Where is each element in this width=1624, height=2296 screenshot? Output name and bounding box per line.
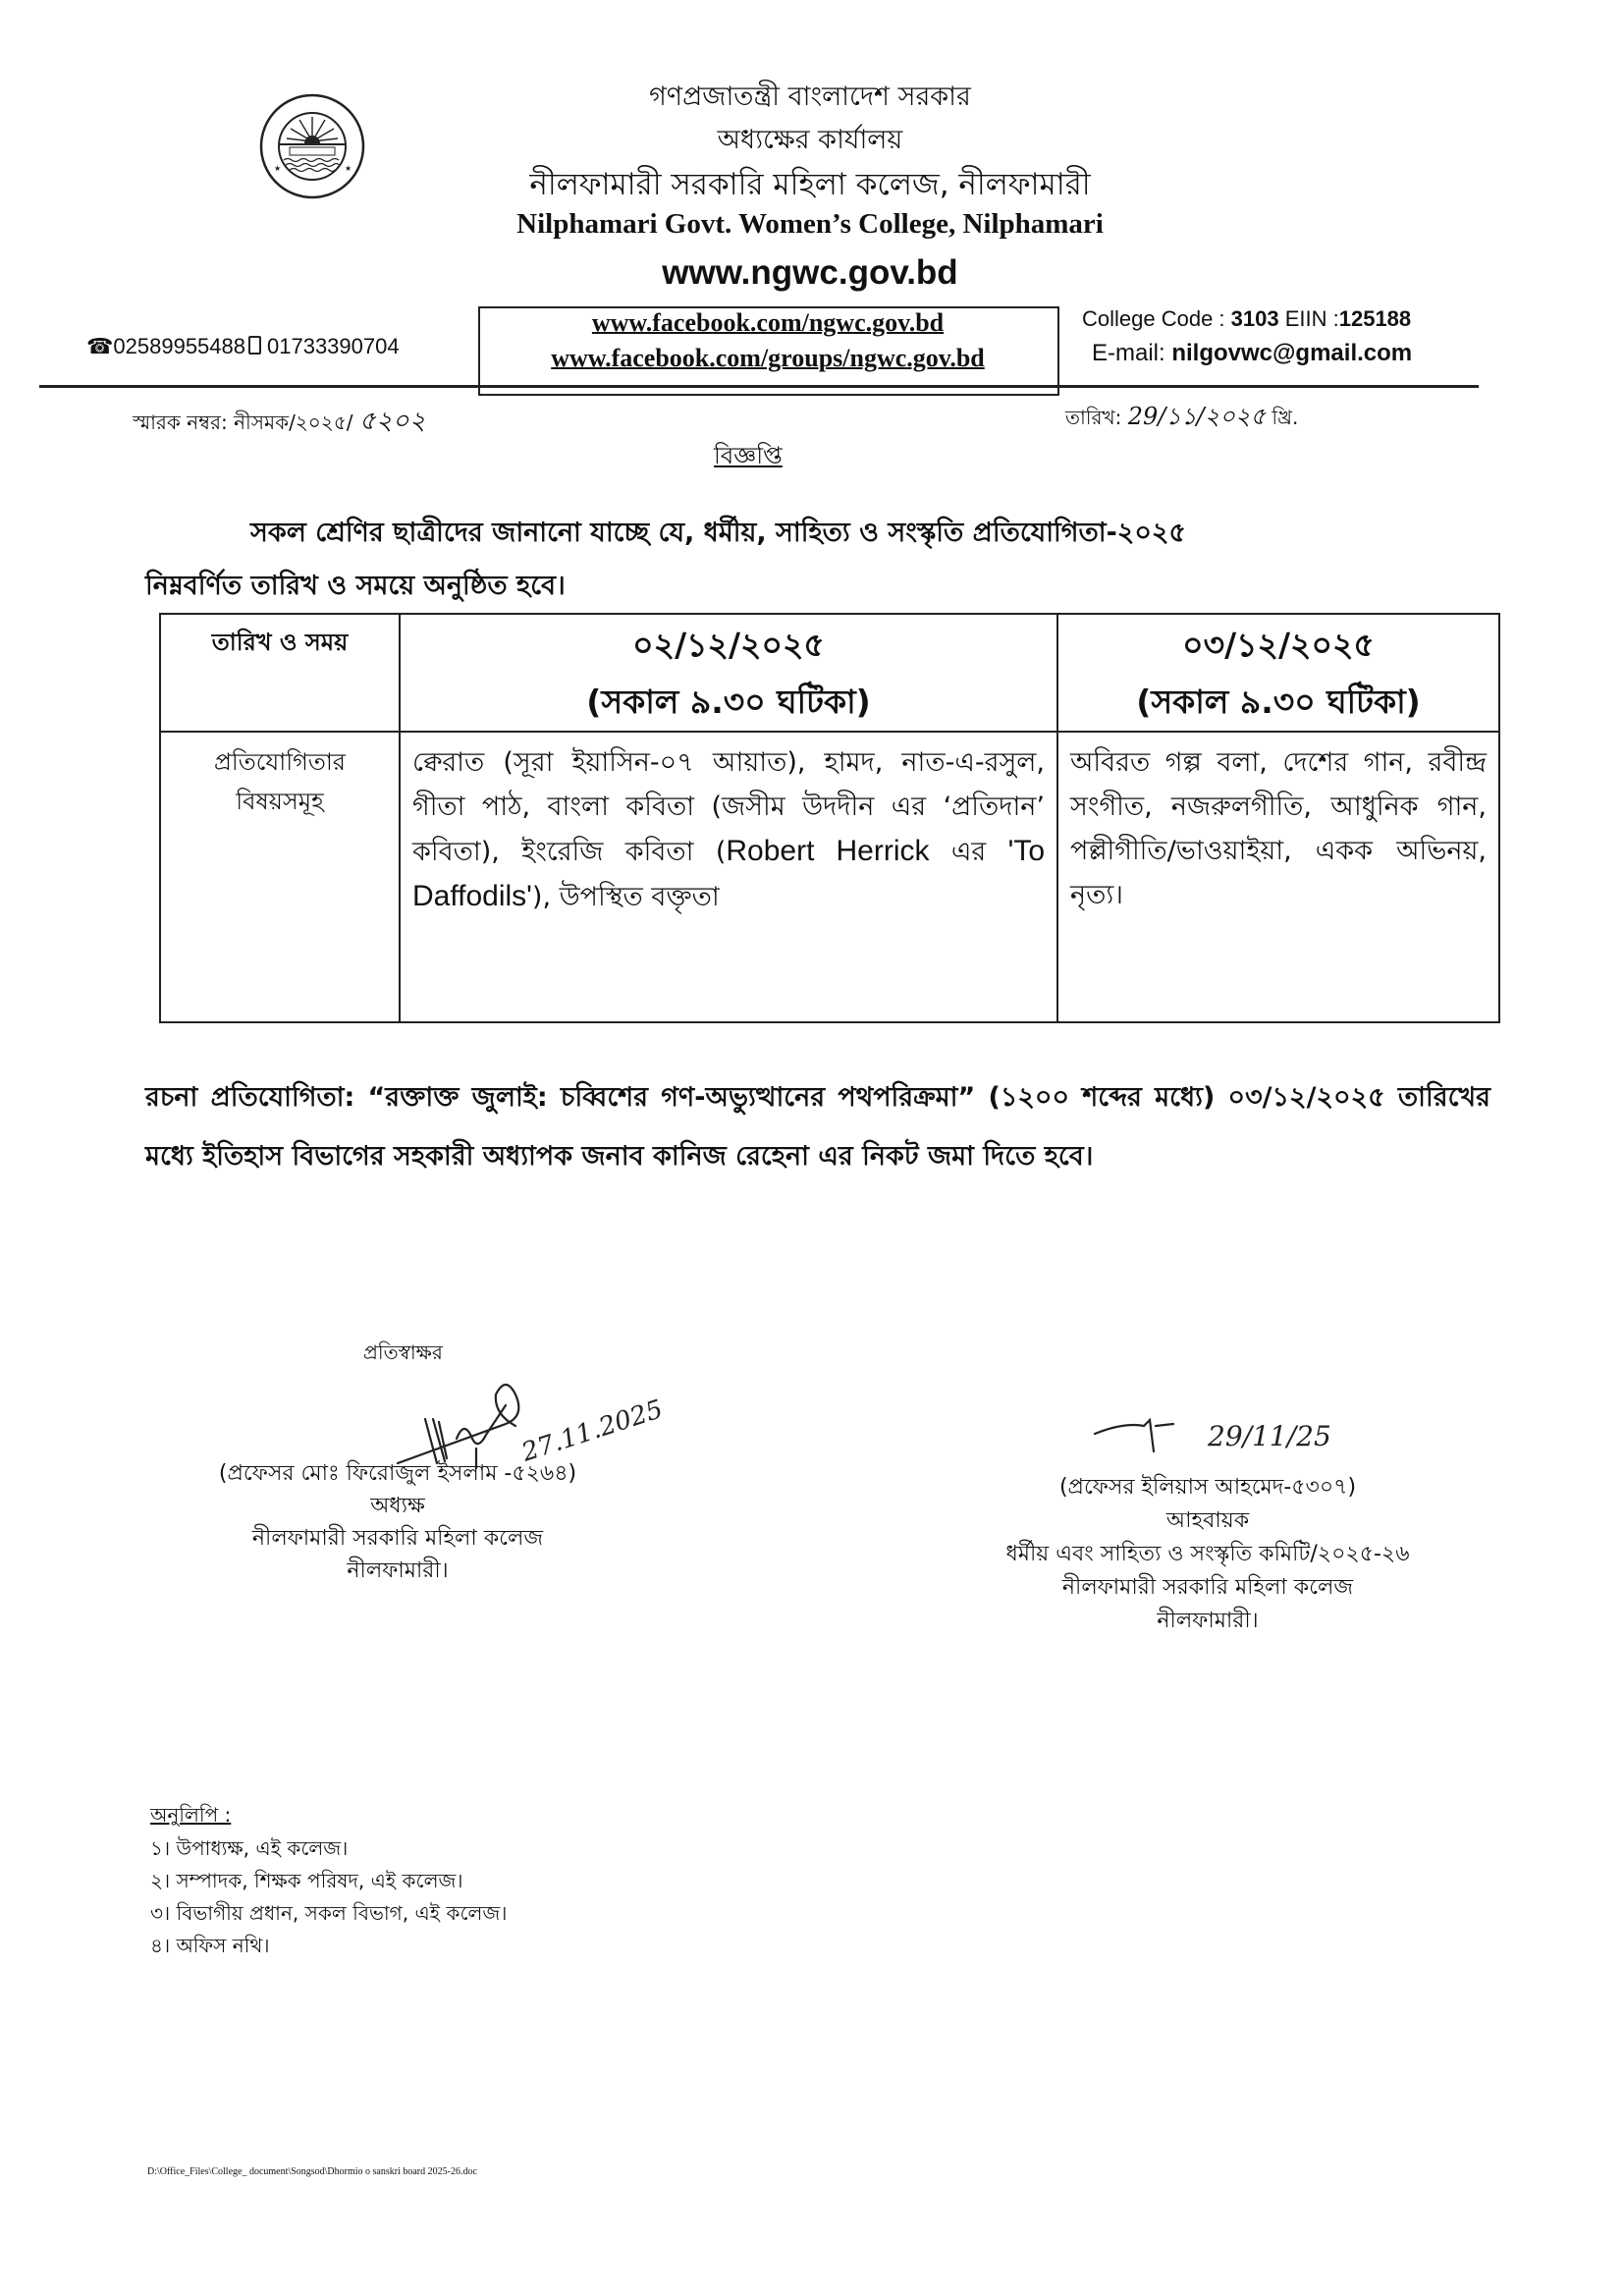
subjects-label-line-1: প্রতিযোগিতার xyxy=(214,748,346,776)
email-link[interactable]: nilgovwc@gmail.com xyxy=(1171,340,1413,366)
convener-name: (প্রফেসর ইলিয়াস আহমেদ-৫৩০৭) xyxy=(1058,1475,1357,1500)
svg-text:★: ★ xyxy=(345,164,352,173)
college-code-label: College Code : xyxy=(1082,306,1231,331)
essay-competition-notice: রচনা প্রতিযোগিতা: “রক্তাক্ত জুলাই: চব্বিশের গণ-অভ্যুত্থানের পথপরিক্রমা” (১২০০ শব্দের মধ্যে) ০৩/১২/২০২৫ তারিখের মধ্যে ইতিহাস বিভাগের সহকারী অধ্যাপক জনাব কানিজ রেহেনা এর নিকট জমা দিতে হবে। xyxy=(145,1082,1490,1172)
memo-date-suffix: খ্রি. xyxy=(1266,406,1299,429)
website-link[interactable]: www.ngwc.gov.bd xyxy=(662,253,958,292)
mobile-phone-icon xyxy=(248,336,261,355)
header-date-time-label: তারিখ ও সময় xyxy=(160,614,400,732)
copy-list xyxy=(150,1832,507,1962)
principal-title: অধ্যক্ষ xyxy=(370,1494,425,1518)
principal-name: (প্রফেসর মোঃ ফিরোজুল ইসলাম -৫২৬৪) xyxy=(218,1461,577,1486)
day-1-subjects xyxy=(400,732,1057,1022)
contact-phones xyxy=(86,334,400,359)
principal-org: নীলফামারী সরকারি মহিলা কলেজ xyxy=(251,1526,544,1551)
email-line xyxy=(1092,340,1412,367)
convener-signature xyxy=(1085,1404,1478,1473)
day-1-subjects-tail: ), উপস্থিত বক্তৃতা xyxy=(531,882,720,912)
copy-list-item: ৩। বিভাগীয় প্রধান, সকল বিভাগ, এই কলেজ। xyxy=(150,1901,508,1925)
copy-list-item: ১। উপাধ্যক্ষ, এই কলেজ। xyxy=(150,1836,349,1860)
memo-number xyxy=(133,401,425,444)
poem-title: 'To Daffodils' xyxy=(412,835,1046,912)
copy-list-title: অনুলিপি : xyxy=(150,1803,232,1827)
countersign-label: প্রতিস্বাক্ষর xyxy=(363,1340,443,1364)
copy-list-item: ৪। অফিস নথি। xyxy=(150,1934,270,1957)
svg-text:★: ★ xyxy=(274,164,282,173)
eiin-label: EIIN : xyxy=(1278,306,1339,331)
notice-intro-line-1: সকল শ্রেণির ছাত্রীদের জানানো যাচ্ছে যে, ধর্মীয়, সাহিত্য ও সংস্কৃতি প্রতিযোগিতা-২০২৫ xyxy=(250,518,1186,548)
committee-name: ধর্মীয় এবং সাহিত্য ও সংস্কৃতি কমিটি/২০২৫-২৬ xyxy=(1005,1542,1410,1566)
schedule-table xyxy=(159,613,1500,1023)
principal-signature-block xyxy=(177,1457,619,1587)
notice-title: বিজ্ঞপ্তি xyxy=(714,442,783,469)
subjects-label xyxy=(160,732,400,1022)
government-heading: গণপ্রজাতন্ত্রী বাংলাদেশ সরকার xyxy=(649,82,971,112)
memo-number-label: স্মারক নম্বর: নীসমক/২০২৫/ xyxy=(133,410,359,434)
telephone-icon: ☎ xyxy=(86,334,114,358)
facebook-page-link[interactable]: www.facebook.com/ngwc.gov.bd xyxy=(591,308,945,337)
poet-name: Robert Herrick xyxy=(726,835,930,867)
memo-date-handwritten: 29/১১/২০২৫ xyxy=(1127,403,1267,430)
convener-place: নীলফামারী। xyxy=(1157,1609,1259,1633)
subjects-label-line-2: বিষয়সমূহ xyxy=(236,788,324,815)
eiin-value: 125188 xyxy=(1338,306,1412,331)
table-row-subjects xyxy=(160,732,1499,1022)
college-name-english: Nilphamari Govt. Women’s College, Nilphamari xyxy=(516,208,1104,240)
table-row-dates xyxy=(160,614,1499,732)
phone-number: 02589955488 xyxy=(113,334,245,358)
office-heading: অধ্যক্ষের কার্যালয় xyxy=(717,125,903,155)
day-2-header xyxy=(1057,614,1499,732)
day-2-subjects: অবিরত গল্প বলা, দেশের গান, রবীন্দ্র সংগীত, নজরুলগীতি, আধুনিক গান, পল্লীগীতি/ভাওয়াইয়া, একক অভিনয়, নৃত্য। xyxy=(1057,732,1499,1022)
header-divider xyxy=(39,385,1479,388)
day-2-date: ০৩/১২/২০২৫ xyxy=(1182,626,1375,664)
day-1-subjects-text: ক্বেরাত (সূরা ইয়াসিন-০৭ আয়াত), হামদ, নাত-এ-রসুল, গীতা পাঠ, বাংলা কবিতা (জসীম উদদীন এর ‘প্রতিদান’ কবিতা), ইংরেজি কবিতা ( xyxy=(412,747,1045,867)
convener-title: আহবায়ক xyxy=(1165,1508,1250,1533)
day-1-time: (সকাল ৯.৩০ ঘটিকা) xyxy=(586,683,871,721)
day-2-time: (সকাল ৯.৩০ ঘটিকা) xyxy=(1136,683,1421,721)
convener-signature-date: 29/11/25 xyxy=(1208,1420,1331,1452)
college-seal-icon xyxy=(258,92,366,200)
memo-number-handwritten: ৫২০২ xyxy=(358,407,426,436)
email-label: E-mail: xyxy=(1092,340,1172,366)
college-code-line xyxy=(1082,306,1411,332)
facebook-group-link[interactable]: www.facebook.com/groups/ngwc.gov.bd xyxy=(551,344,985,372)
memo-date xyxy=(1065,399,1298,438)
college-name-bangla: নীলফামারী সরকারি মহিলা কলেজ, নীলফামারী xyxy=(529,167,1091,202)
day-1-subjects-connector: এর xyxy=(929,837,1008,867)
convener-org: নীলফামারী সরকারি মহিলা কলেজ xyxy=(1061,1575,1354,1600)
mobile-number: 01733390704 xyxy=(267,334,400,358)
principal-signature-date: 27.11.2025 xyxy=(517,1394,663,1468)
document-file-path: D:\Office_Files\College_ document\Songsod\Dhormio o sanskri board 2025-26.doc xyxy=(147,2166,477,2177)
memo-date-label: তারিখ: xyxy=(1065,406,1128,429)
day-1-date: ০২/১২/২০২৫ xyxy=(632,626,825,664)
convener-signature-block xyxy=(903,1471,1512,1638)
notice-intro-line-2: নিম্নবর্ণিত তারিখ ও সময়ে অনুষ্ঠিত হবে। xyxy=(145,571,566,601)
copy-list-item: ২। সম্পাদক, শিক্ষক পরিষদ, এই কলেজ। xyxy=(150,1869,463,1892)
principal-place: নীলফামারী। xyxy=(347,1558,449,1583)
day-1-header xyxy=(400,614,1057,732)
college-code-value: 3103 xyxy=(1230,306,1279,331)
